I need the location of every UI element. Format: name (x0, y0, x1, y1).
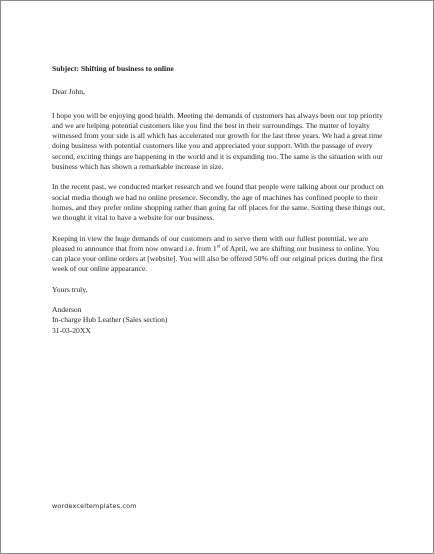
letter-subject: Subject: Shifting of business to online (52, 64, 174, 73)
signature-block (52, 305, 385, 336)
footer-website: wordexceltemplates.com (52, 502, 137, 510)
letter-salutation: Dear John, (52, 87, 85, 97)
paragraph-market-research: In the recent past, we conducted market research and we found that people were talking about our product on social media though we had no online presence. Secondly, the age of machines has confined people to their homes, and they prefer online shopping rather than going far off places for the same. Sorting these things out, we thought it vital to have a website for our business. (52, 182, 385, 223)
letter-body (52, 64, 385, 336)
ordinal-suffix: st (216, 244, 221, 250)
announcement-text-end: of April, we are shifting our business to online. You can place your online orders at [website]. You will also be offered 50% off our original prices during the first week of our online appearance. (52, 243, 384, 274)
letter-closing: Yours truly, (52, 284, 88, 294)
paragraph-intro: I hope you will be enjoying good health. Meeting the demands of customers has always been our top priority and we are helping potential customers like you find the best in their surroundings. The matter of loyalty witnessed from your side is all which has accelerated our growth for the last three years. We had a great time doing business with potential customers like you and appreciated your support. With the passage of every second, exciting things are happening in the world and it is expanding too. The same is the situation with our business which has shown a remarkable increase in size. (52, 110, 383, 172)
signature-name: Anderson (52, 305, 82, 315)
paragraph-announcement (52, 234, 385, 275)
signature-date: 31-03-20XX (52, 325, 91, 335)
announcement-text-start: Keeping in view the huge demands of our customers and to serve them with our fullest potential, we are pleased to announce that from now onward i.e. from 1 (52, 233, 369, 253)
signature-title: In-charge Hub Leather (Sales section) (52, 315, 168, 325)
